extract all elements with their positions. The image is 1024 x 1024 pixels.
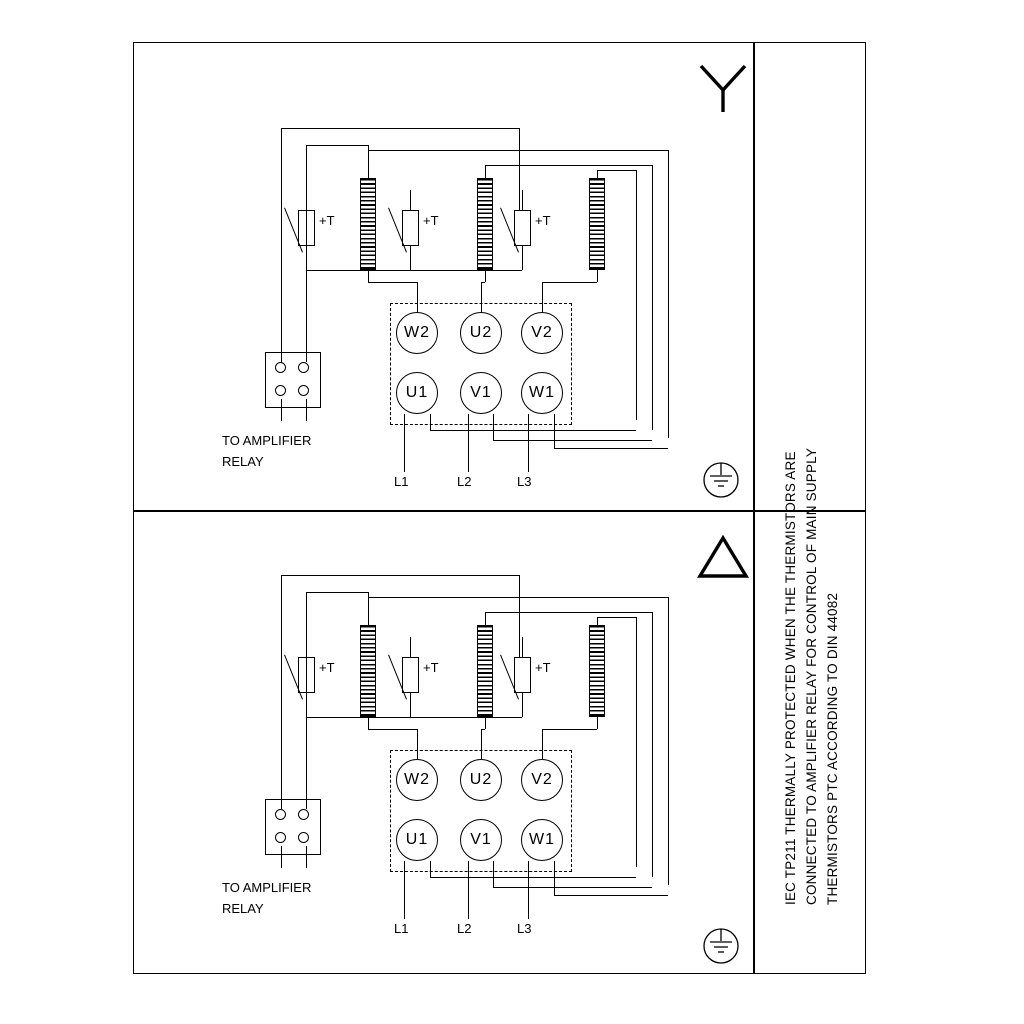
wire-thermistor3-top [522,637,523,657]
wire-thermistor-left-vertical [281,128,282,360]
wire-thermistor2-top [410,190,411,210]
wire-thermistor-top-2 [306,145,368,146]
wire-coil3-top-run [597,617,637,618]
wire-connector-right-drop [306,352,307,362]
amplifier-label-line1: TO AMPLIFIER [222,433,312,448]
wire-coil1-bottom-run [368,282,417,283]
earth-ground-symbol [698,459,744,501]
wire-u1-right-down [430,861,431,877]
wire-thermistor-top-1 [281,575,520,576]
phase-label-l3: L3 [517,921,532,936]
note-line-1: IEC TP211 THERMALLY PROTECTED WHEN THE THERMISTORS ARE [783,451,798,905]
wire-thermistor1-2-bridge [306,717,410,718]
wire-thermistor2-top [410,637,411,657]
winding-coil [477,178,493,270]
wire-coil-right-outer [668,150,669,438]
wire-coil3-top-stub [597,617,598,625]
connector-pin [275,809,286,820]
wire-w1-right-down [554,861,555,895]
amplifier-connector-block[interactable] [265,352,321,408]
wire-coil1-top-stub [368,597,369,625]
wire-w1-down [528,414,529,472]
wire-coil-top-link-2 [485,612,652,613]
wire-coil3-bottom-run [542,282,597,283]
thermistor-element [514,657,531,693]
wire-coil2-bottom-stub [485,717,486,729]
wire-thermistor3-bottom [522,693,523,717]
panel-divider [133,510,866,512]
terminal-w2[interactable]: W2 [396,312,438,354]
thermistor-label: +T [535,213,551,228]
wire-coil1-top-stub [368,150,369,178]
wire-coil-right-outer [668,597,669,885]
wire-thermistor1-top [306,190,307,210]
phase-label-l1: L1 [394,921,409,936]
thermistor-label: +T [535,660,551,675]
terminal-u1[interactable]: U1 [396,819,438,861]
terminal-v1[interactable]: V1 [460,372,502,414]
winding-coil [477,625,493,717]
wire-thermistor-drop-1 [519,128,520,210]
earth-ground-symbol [698,925,744,967]
wire-w1-right-run [554,895,668,896]
wire-thermistor1-top [306,637,307,657]
wire-coil2-bottom-stub [485,270,486,282]
wire-thermistor-left-vertical [281,575,282,807]
connector-pin [298,809,309,820]
amplifier-label-line2: RELAY [222,901,264,916]
delta-symbol [696,534,750,580]
wire-v1-right-run [493,887,652,888]
terminal-w2[interactable]: W2 [396,759,438,801]
note-line-3: THERMISTORS PTC ACCORDING TO DIN 44082 [825,592,840,905]
wire-coil-top-link-1 [368,150,669,151]
wire-coil3-top-run [597,170,637,171]
note-column-divider [753,42,755,974]
wire-coil3-bottom-stub [597,717,598,729]
thermistor-element [514,210,531,246]
wire-coil3-to-v2 [542,282,543,312]
wire-coil3-bottom-stub [597,270,598,282]
wire-coil2-to-u2 [481,282,482,312]
connector-pin [275,362,286,373]
connector-pin [298,362,309,373]
wire-coil-right-inner [652,165,653,430]
wire-coil-top-link-1 [368,597,669,598]
wire-coil1-bottom-stub [368,270,369,282]
phase-label-l2: L2 [457,474,472,489]
terminal-v2[interactable]: V2 [521,759,563,801]
wire-w1-right-down [554,414,555,448]
wire-coil3-top-stub [597,170,598,178]
wire-v1-right-run [493,440,652,441]
wire-thermistor1-bottom [306,246,307,270]
thermistor-element [402,210,419,246]
wire-u1-right-run [430,877,636,878]
phase-label-l3: L3 [517,474,532,489]
wire-thermistor-top-1 [281,128,520,129]
wire-thermistor1-2-bridge [306,270,410,271]
winding-coil [589,625,605,717]
thermistor-label: +T [319,660,335,675]
wire-coil-right-inner [652,612,653,877]
thermistor-label: +T [319,213,335,228]
thermistor-label: +T [423,660,439,675]
phase-label-l1: L1 [394,474,409,489]
terminal-u2[interactable]: U2 [460,312,502,354]
note-line-2: CONNECTED TO AMPLIFIER RELAY FOR CONTROL OF MAIN SUPPLY [804,447,819,905]
terminal-u2[interactable]: U2 [460,759,502,801]
amplifier-label-line1: TO AMPLIFIER [222,880,312,895]
terminal-v2[interactable]: V2 [521,312,563,354]
wire-thermistor2-3-bridge [410,717,522,718]
wire-connector-right-drop [306,799,307,809]
wire-thermistor2-3-bridge [410,270,522,271]
wire-coil2-top-stub [485,165,486,178]
wire-w1-right-run [554,448,668,449]
wire-coil3-bottom-run [542,729,597,730]
wire-connector-pin-drop-b [306,399,307,421]
wire-coil3-right [636,617,637,867]
wire-thermistor3-bottom [522,246,523,270]
thermistor-element [402,657,419,693]
wire-coil1-to-w2 [417,729,418,759]
wire-connector-left-drop [281,799,282,809]
wire-connector-left-drop [281,352,282,362]
wire-u1-right-down [430,414,431,430]
connector-pin [275,385,286,396]
wye-symbol [697,62,749,116]
wire-v1-right-down [493,414,494,440]
connector-pin [298,385,309,396]
terminal-v1[interactable]: V1 [460,819,502,861]
thermistor-label: +T [423,213,439,228]
winding-coil [589,178,605,270]
wire-thermistor3-top [522,190,523,210]
wire-coil3-right [636,170,637,420]
wire-coil1-to-w2 [417,282,418,312]
wire-coil1-bottom-run [368,729,417,730]
wire-coil2-to-u2 [481,729,482,759]
amplifier-label-line2: RELAY [222,454,264,469]
wire-thermistor-drop-1 [519,575,520,657]
wire-coil3-to-v2 [542,729,543,759]
wire-coil-top-link-2 [485,165,652,166]
connector-pin [298,832,309,843]
wire-thermistor1-bottom [306,693,307,717]
wire-w1-down [528,861,529,919]
winding-coil [360,178,376,270]
wire-u1-down [404,414,405,472]
winding-coil [360,625,376,717]
terminal-w1[interactable]: W1 [521,819,563,861]
wire-v1-right-down [493,861,494,887]
wire-connector-pin-drop-a [281,846,282,868]
wire-u1-right-run [430,430,636,431]
wire-v1-down [468,861,469,919]
wire-thermistor2-bottom [410,693,411,717]
wire-thermistor2-bottom [410,246,411,270]
wire-connector-pin-drop-b [306,846,307,868]
wire-thermistor-top-2 [306,592,368,593]
terminal-w1[interactable]: W1 [521,372,563,414]
amplifier-connector-block[interactable] [265,799,321,855]
wire-coil1-bottom-stub [368,717,369,729]
terminal-u1[interactable]: U1 [396,372,438,414]
connector-pin [275,832,286,843]
wire-connector-pin-drop-a [281,399,282,421]
wire-u1-down [404,861,405,919]
wire-v1-down [468,414,469,472]
wire-coil2-top-stub [485,612,486,625]
phase-label-l2: L2 [457,921,472,936]
